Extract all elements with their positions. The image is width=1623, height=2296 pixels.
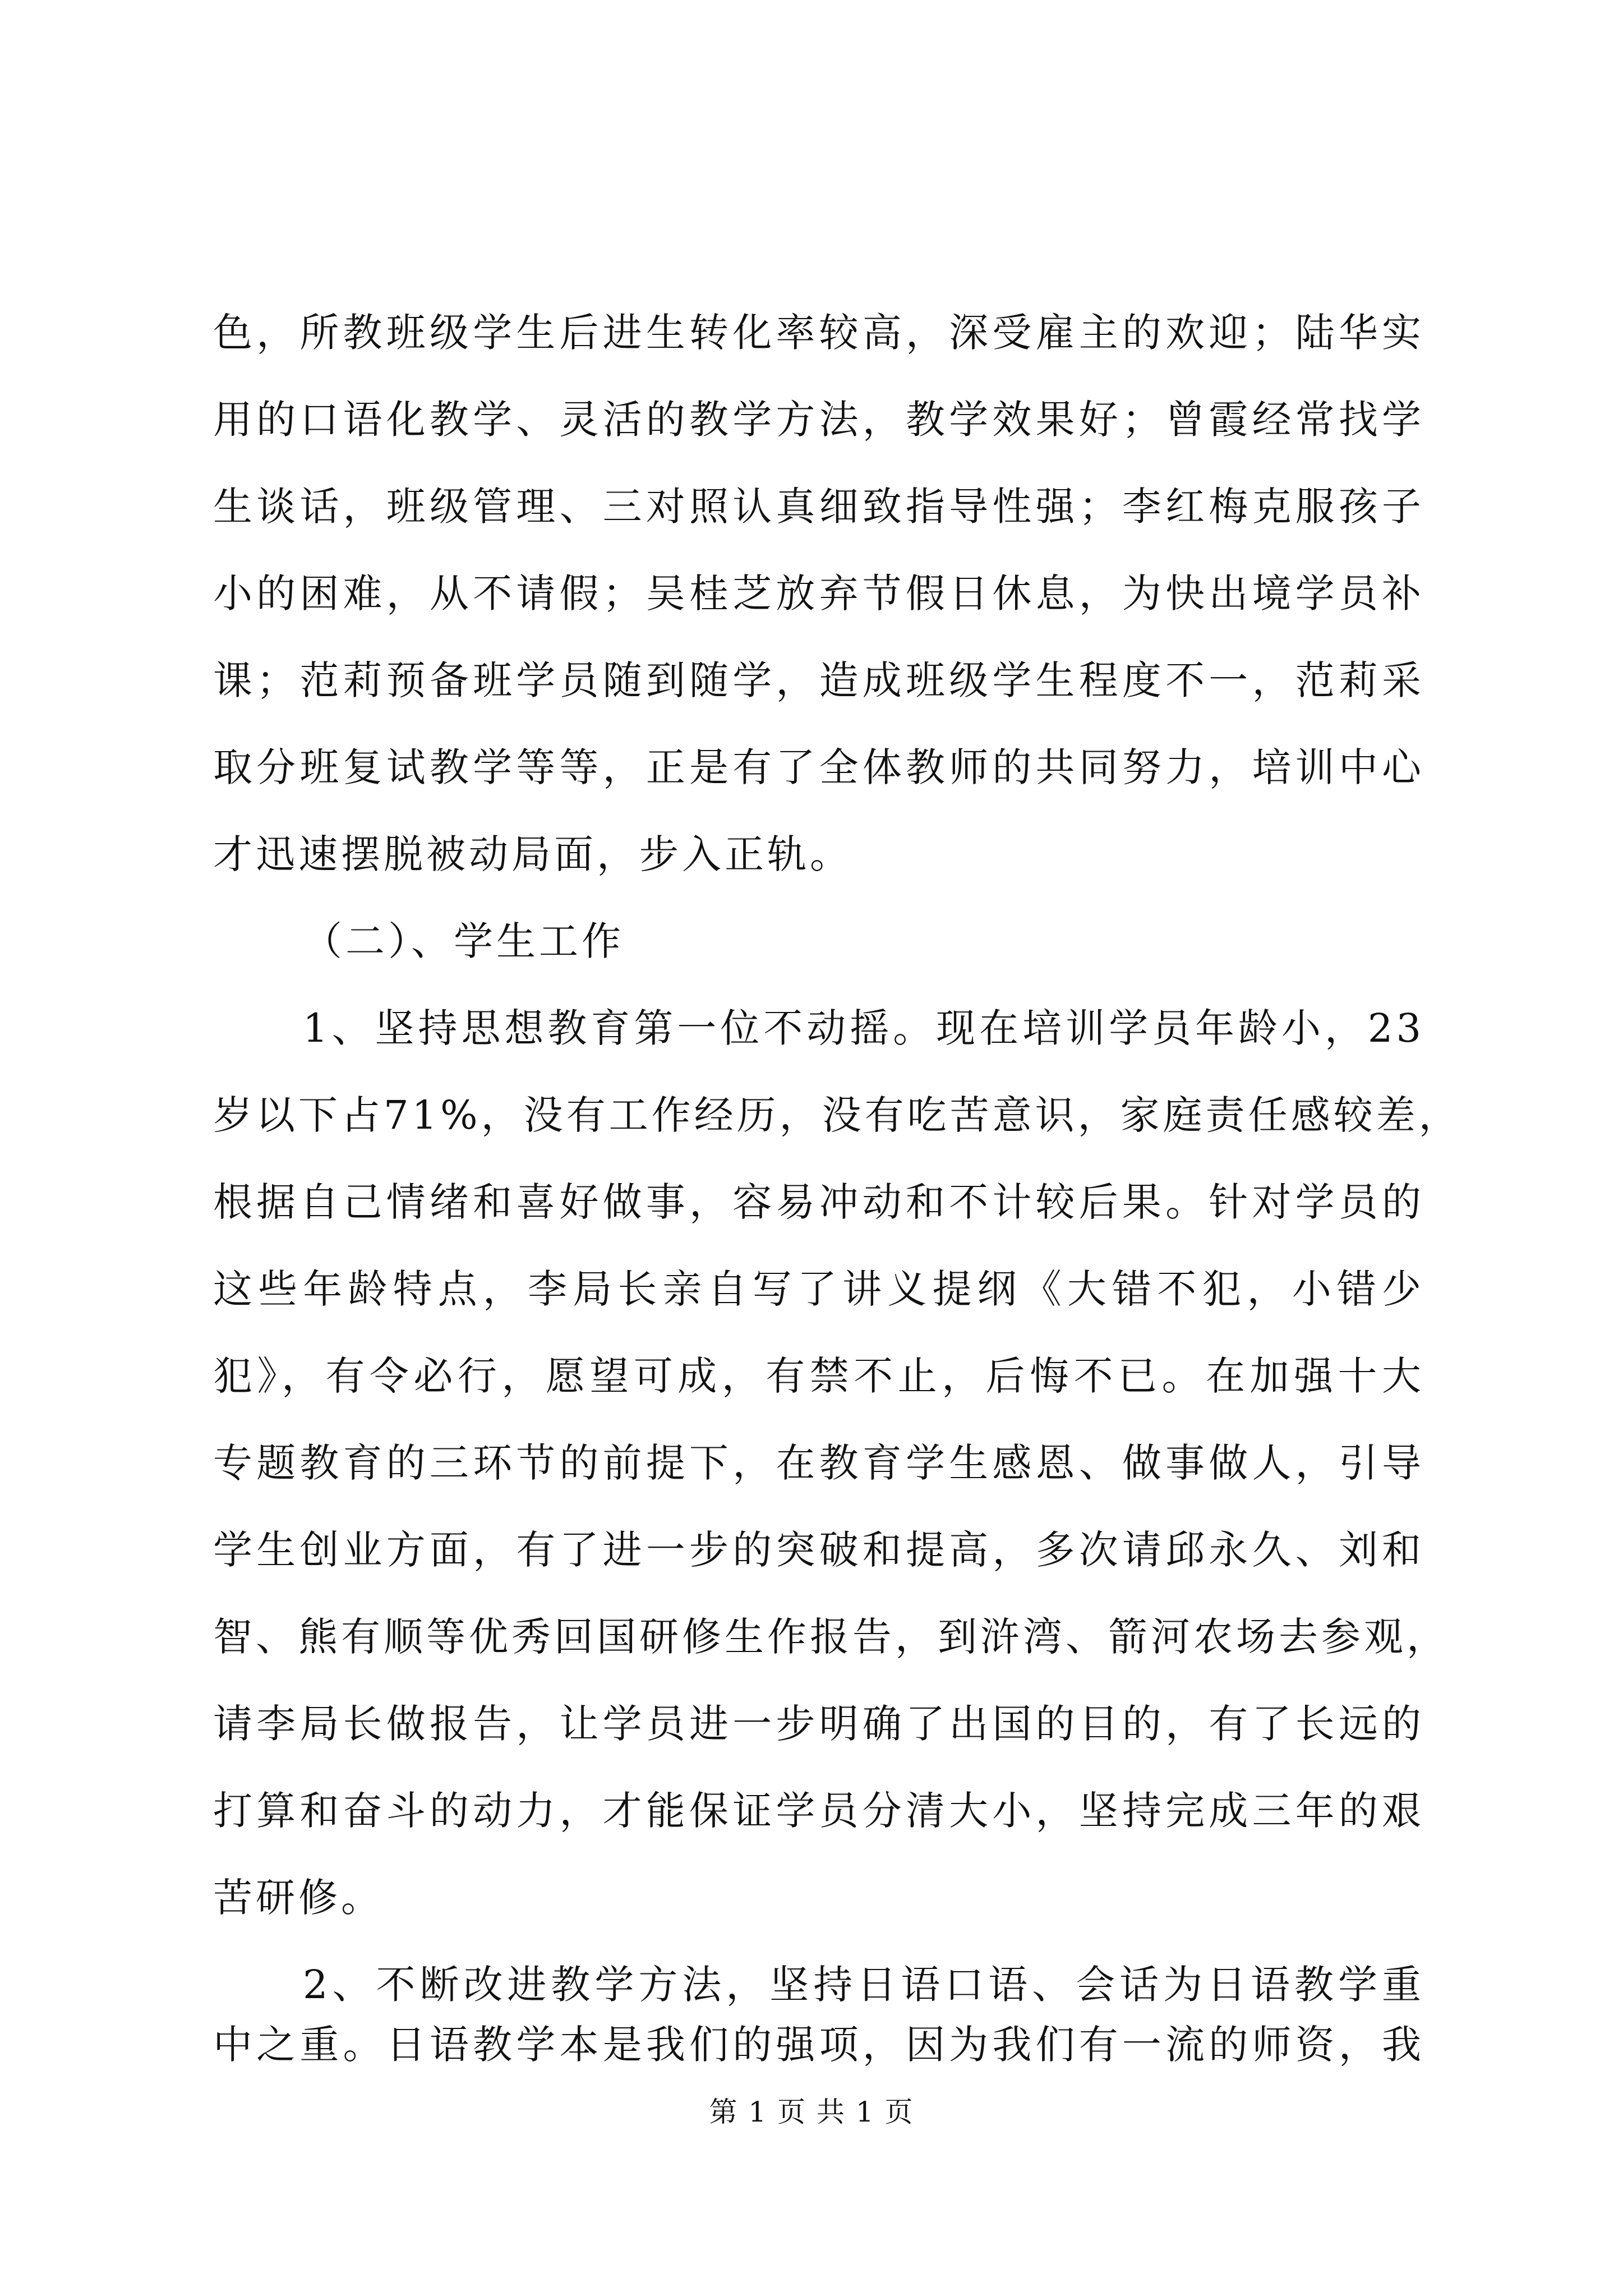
- text-line: 取分班复试教学等等，正是有了全体教师的共同努力，培训中心: [213, 744, 1424, 790]
- text-line: 专题教育的三环节的前提下，在教育学生感恩、做事做人，引导: [213, 1440, 1424, 1486]
- section-heading: （二）、学生工作: [303, 918, 624, 964]
- paragraph-start-line: 1、坚持思想教育第一位不动摇。现在培训学员年龄小，23: [303, 1005, 1424, 1051]
- text-line: 才迅速摆脱被动局面，步入正轨。: [213, 831, 852, 877]
- text-line: 犯》，有令必行，愿望可成，有禁不止，后悔不已。在加强十大: [213, 1353, 1424, 1399]
- text-line: 请李局长做报告，让学员进一步明确了出国的目的，有了长远的: [213, 1701, 1424, 1747]
- text-line: 生谈话，班级管理、三对照认真细致指导性强；李红梅克服孩子: [213, 484, 1424, 530]
- text-line: 课；范莉预备班学员随到随学，造成班级学生程度不一，范莉采: [213, 657, 1424, 703]
- text-line: 中之重。日语教学本是我们的强项，因为我们有一流的师资，我: [213, 2022, 1424, 2068]
- page-footer: 第 1 页 共 1 页: [709, 2096, 914, 2128]
- text-line: 色，所教班级学生后进生转化率较高，深受雇主的欢迎；陆华实: [213, 310, 1424, 356]
- text-line: 小的困难，从不请假；吴桂芝放弃节假日休息，为快出境学员补: [213, 570, 1424, 616]
- text-line: 打算和奋斗的动力，才能保证学员分清大小，坚持完成三年的艰: [213, 1788, 1424, 1834]
- text-line: 苦研修。: [213, 1875, 384, 1921]
- text-line: 学生创业方面，有了进一步的突破和提高，多次请邱永久、刘和: [213, 1527, 1424, 1573]
- text-line: 根据自己情绪和喜好做事，容易冲动和不计较后果。针对学员的: [213, 1179, 1424, 1225]
- paragraph-start-line: 2、不断改进教学方法，坚持日语口语、会话为日语教学重: [303, 1962, 1424, 2008]
- text-line: 岁以下占71%，没有工作经历，没有吃苦意识，家庭责任感较差，: [213, 1092, 1461, 1138]
- text-line: 用的口语化教学、灵活的教学方法，教学效果好；曾霞经常找学: [213, 397, 1424, 443]
- text-line: 这些年龄特点，李局长亲自写了讲义提纲《大错不犯，小错少: [213, 1266, 1424, 1312]
- text-line: 智、熊有顺等优秀回国研修生作报告，到浒湾、箭河农场去参观，: [213, 1614, 1449, 1660]
